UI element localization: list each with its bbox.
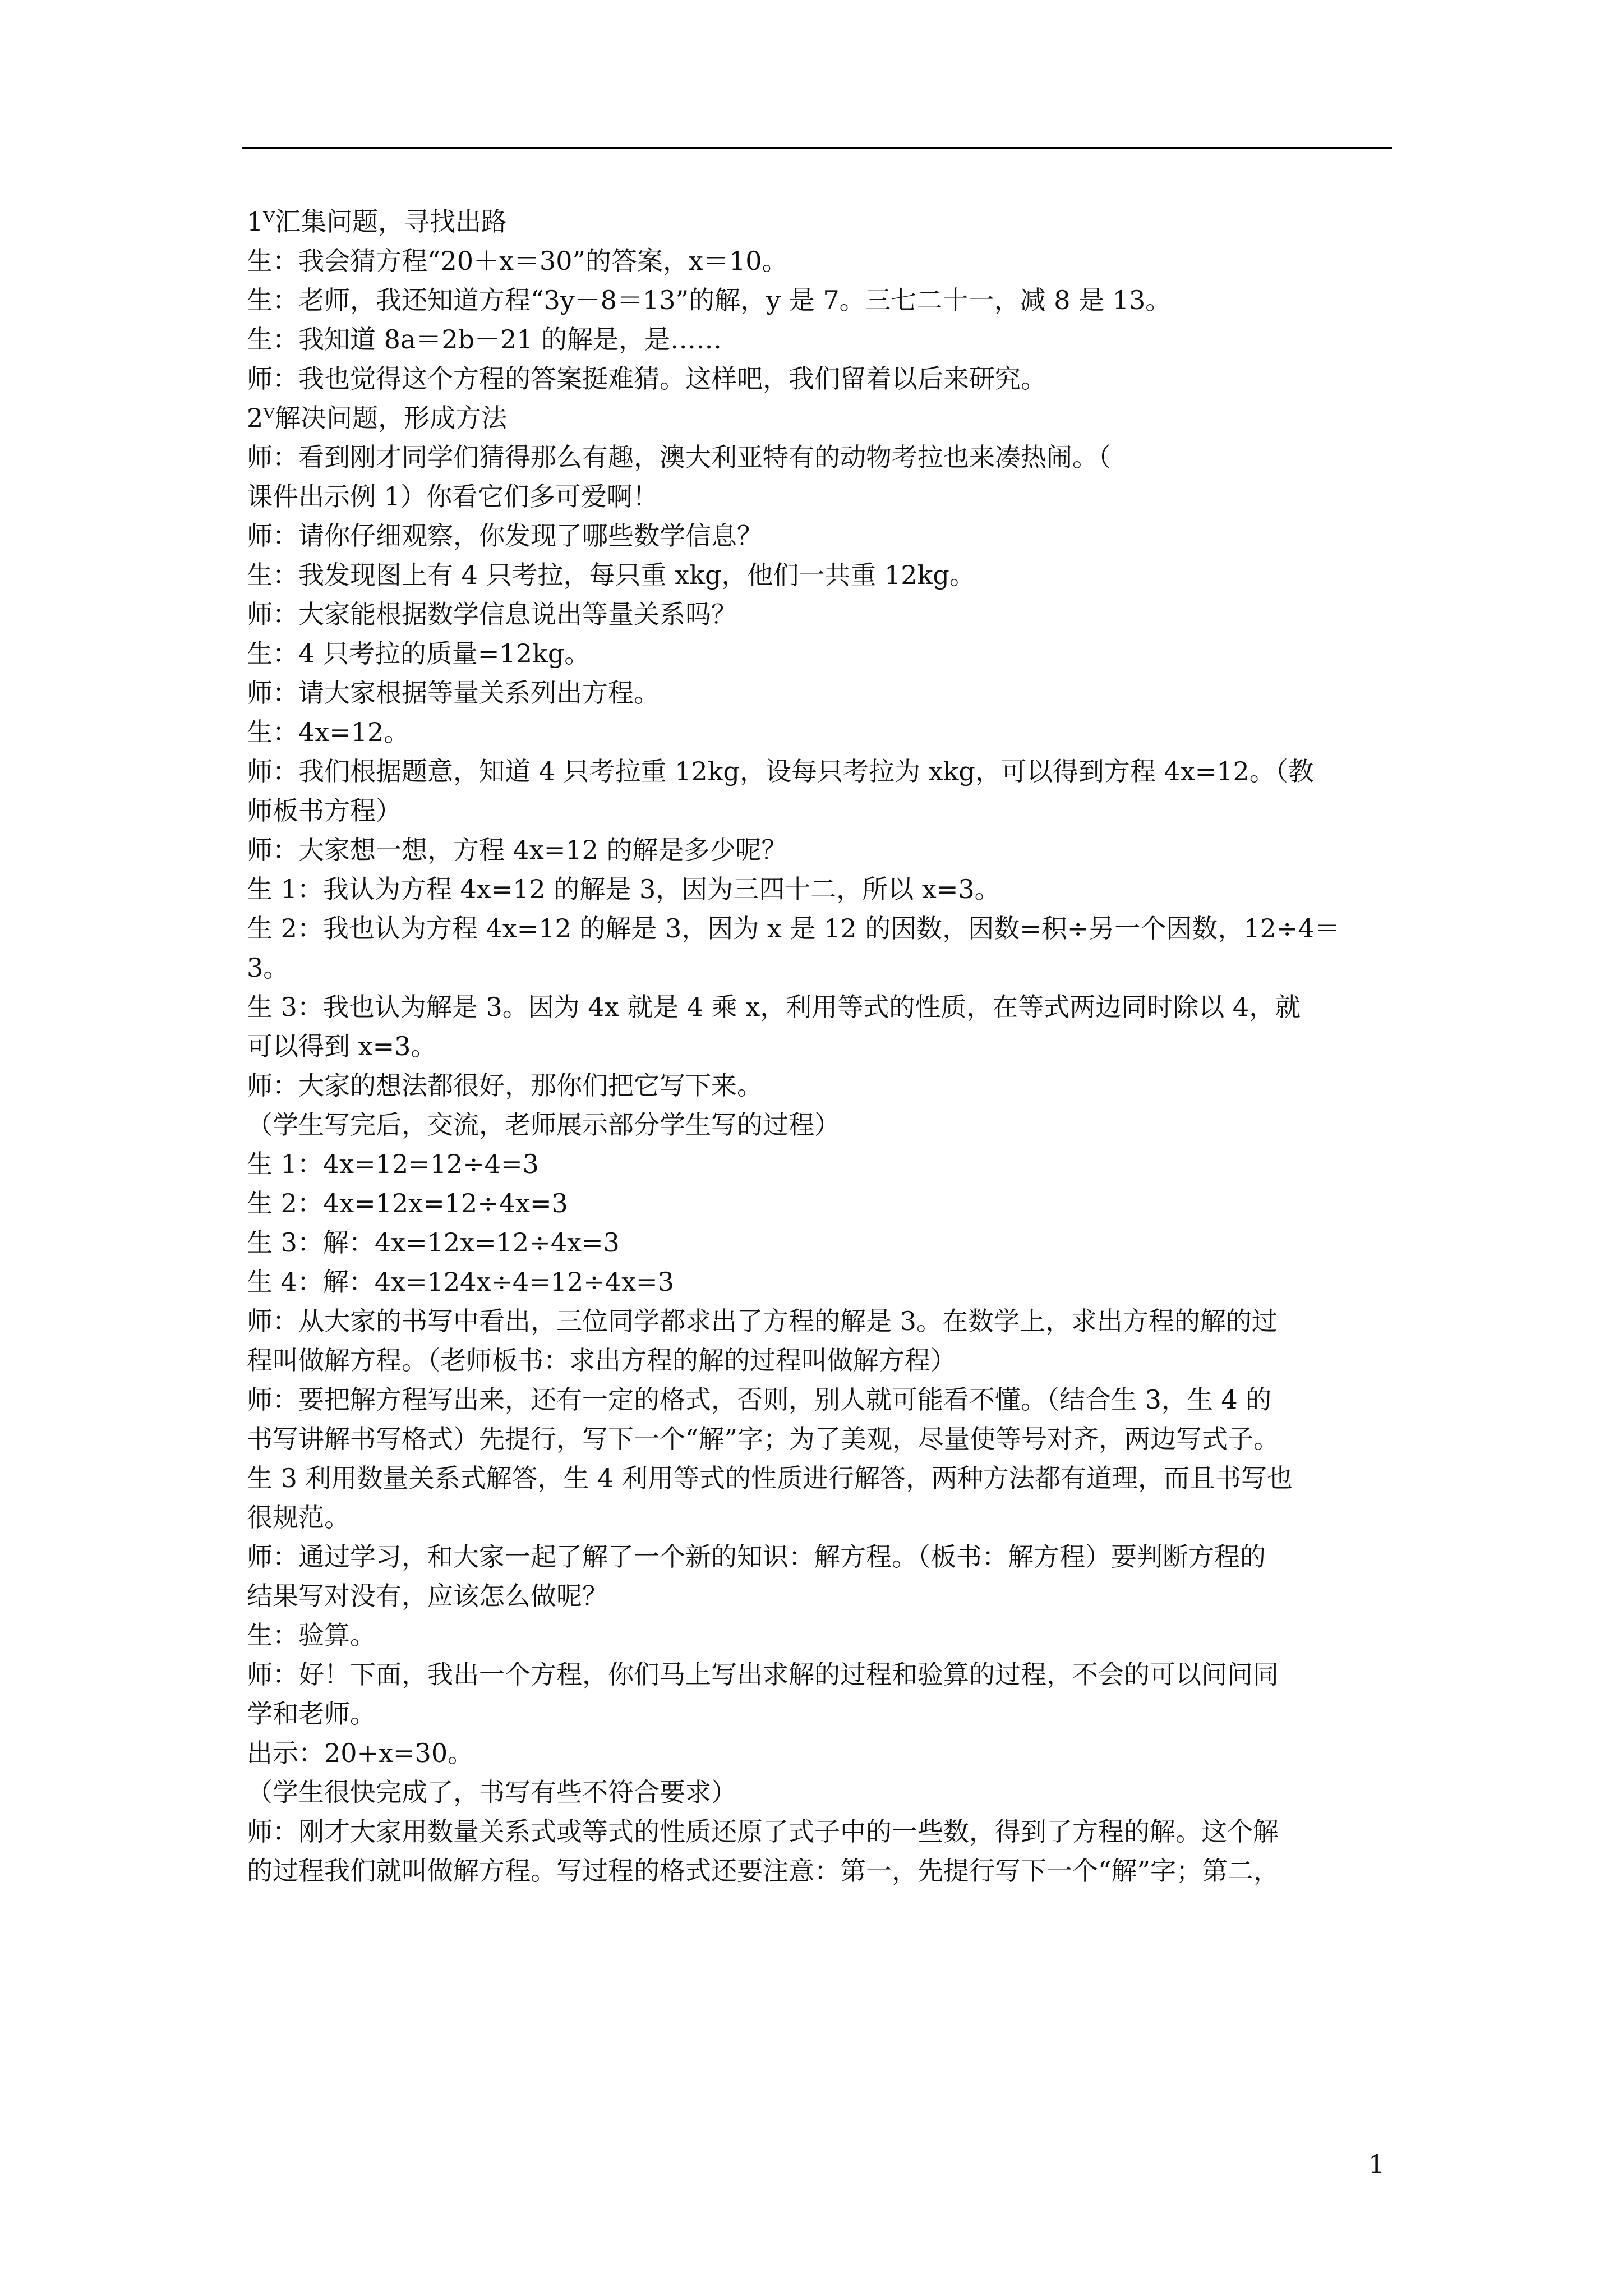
text-line: 生：老师，我还知道方程“3y－8＝13”的解，y 是 7。三七二十一，减 8 是 13。 — [247, 285, 1172, 315]
text-line: 程叫做解方程。（老师板书：求出方程的解的过程叫做解方程） — [247, 1345, 956, 1375]
text-line: 生 1：4x=12=12÷4=3 — [247, 1149, 539, 1179]
text-line: 师：大家的想法都很好，那你们把它写下来。 — [247, 1070, 763, 1101]
text-line: 生 2：4x=12x=12÷4x=3 — [247, 1188, 568, 1218]
document-body — [247, 202, 1391, 1890]
text-line: 生：4x=12。 — [247, 717, 410, 747]
text-line: 课件出示例 1）你看它们多可爱啊！ — [247, 481, 658, 512]
page-number: 1 — [1368, 2149, 1385, 2179]
text-line: 很规范。 — [247, 1502, 350, 1533]
text-line: 师板书方程） — [247, 795, 402, 826]
text-line: 师：要把解方程写出来，还有一定的格式，否则，别人就可能看不懂。（结合生 3，生 4 的 — [247, 1384, 1272, 1415]
text-line: 师：我们根据题意，知道 4 只考拉重 12kg，设每只考拉为 xkg，可以得到方程 4x=12。（教 — [247, 756, 1314, 786]
text-line: 师：请大家根据等量关系列出方程。 — [247, 678, 660, 708]
text-line: 师：大家能根据数学信息说出等量关系吗？ — [247, 599, 737, 629]
text-line: 师：刚才大家用数量关系式或等式的性质还原了式子中的一些数，得到了方程的解。这个解 — [247, 1816, 1279, 1847]
text-line: 生：我发现图上有 4 只考拉，每只重 xkg，他们一共重 12kg。 — [247, 560, 975, 590]
text-line: 师：从大家的书写中看出，三位同学都求出了方程的解是 3。在数学上，求出方程的解的过 — [247, 1306, 1278, 1336]
text-line: 生 4：解：4x=124x÷4=12÷4x=3 — [247, 1267, 674, 1297]
text-line: 生 1：我认为方程 4x=12 的解是 3，因为三四十二，所以 x=3。 — [247, 874, 1000, 904]
text-line: 师：看到刚才同学们猜得那么有趣，澳大利亚特有的动物考拉也来凑热闹。（ — [247, 442, 1111, 472]
text-line: 书写讲解书写格式）先提行，写下一个“解”字；为了美观，尽量使等号对齐，两边写式子。 — [247, 1424, 1280, 1454]
text-line: 出示：20+x=30。 — [247, 1738, 474, 1768]
text-line: 3。 — [247, 953, 289, 983]
text-line: 生：我知道 8a＝2b－21 的解是，是…… — [247, 324, 722, 355]
text-line: 的过程我们就叫做解方程。写过程的格式还要注意：第一，先提行写下一个“解”字；第二， — [247, 1856, 1280, 1886]
text-line: 师：通过学习，和大家一起了解了一个新的知识：解方程。（板书：解方程）要判断方程的 — [247, 1542, 1266, 1572]
text-line: 生 2：我也认为方程 4x=12 的解是 3，因为 x 是 12 的因数，因数=积÷另一个因数，12÷4＝ — [247, 913, 1340, 944]
text-line: 师：请你仔细观察，你发现了哪些数学信息？ — [247, 521, 763, 551]
text-line: 生 3：解：4x=12x=12÷4x=3 — [247, 1227, 620, 1258]
text-line: 可以得到 x=3。 — [247, 1031, 437, 1061]
text-line: （学生很快完成了，书写有些不符合要求） — [247, 1777, 737, 1807]
text-line: 生 3：我也认为解是 3。因为 4x 就是 4 乘 x，利用等式的性质，在等式两边同时除以 4，就 — [247, 992, 1301, 1022]
text-line: 1ⱽ汇集问题，寻找出路 — [247, 206, 508, 237]
text-line: 2ⱽ解决问题，形成方法 — [247, 403, 508, 433]
text-line: 结果写对没有，应该怎么做呢？ — [247, 1581, 608, 1611]
text-line: 生：我会猜方程“20＋x＝30”的答案，x＝10。 — [247, 246, 788, 276]
text-line: 生：验算。 — [247, 1620, 376, 1650]
text-line: （学生写完后，交流，老师展示部分学生写的过程） — [247, 1110, 840, 1140]
text-line: 师：我也觉得这个方程的答案挺难猜。这样吧，我们留着以后来研究。 — [247, 364, 1046, 394]
text-line: 学和老师。 — [247, 1699, 376, 1729]
text-line: 师：好！下面，我出一个方程，你们马上写出求解的过程和验算的过程，不会的可以问问同 — [247, 1659, 1279, 1690]
text-line: 生：4 只考拉的质量=12kg。 — [247, 638, 591, 669]
text-line: 生 3 利用数量关系式解答，生 4 利用等式的性质进行解答，两种方法都有道理，而且书写也 — [247, 1463, 1293, 1493]
header-rule — [242, 147, 1392, 149]
text-line: 师：大家想一想，方程 4x=12 的解是多少呢？ — [247, 835, 787, 865]
